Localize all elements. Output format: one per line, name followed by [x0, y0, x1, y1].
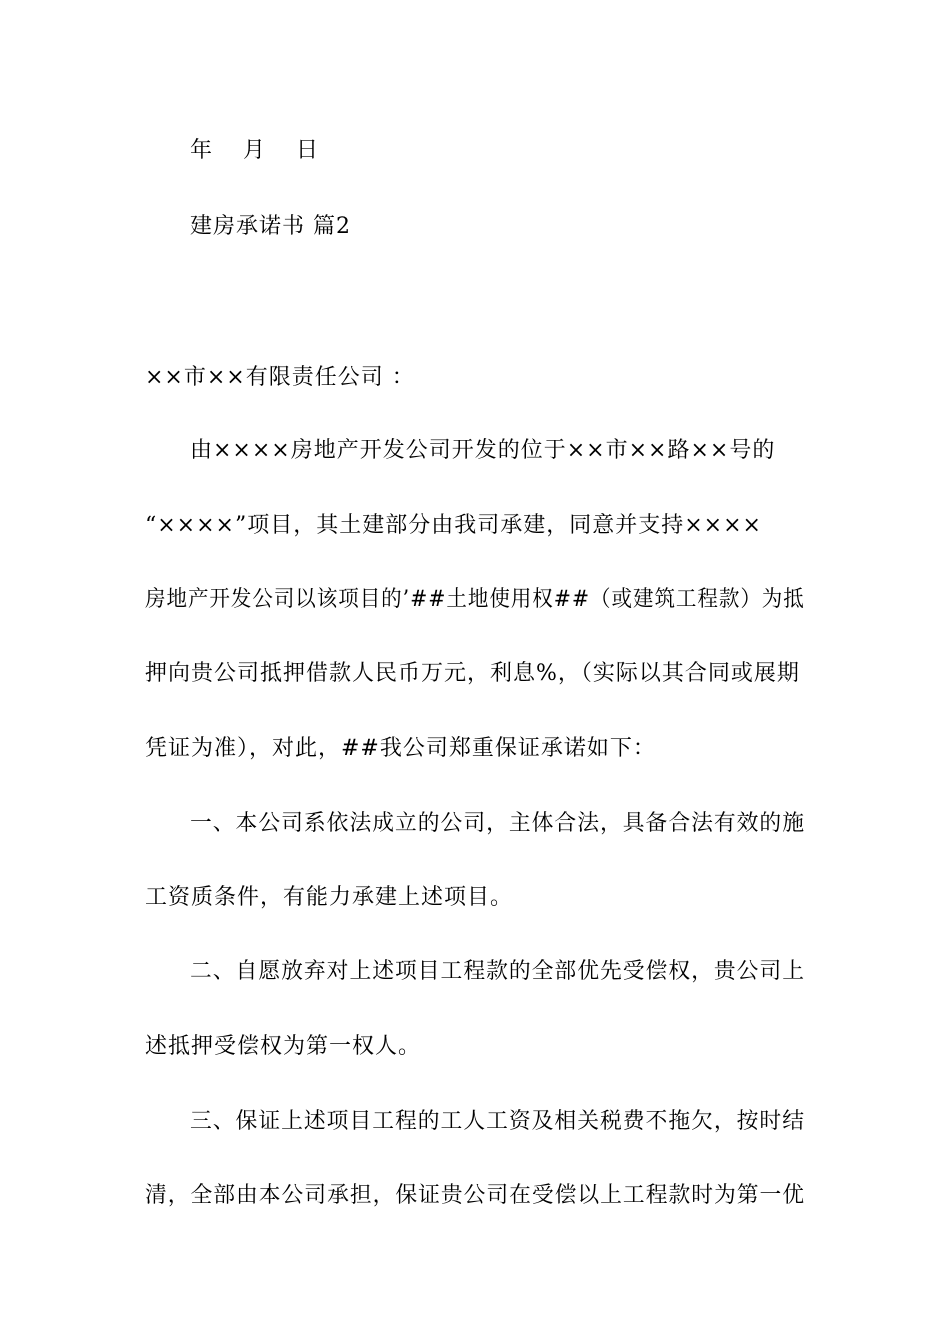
- paragraph-line: 三、保证上述项目工程的工人工资及相关税费不拖欠，按时结: [190, 1109, 805, 1134]
- paragraph-line: 工资质条件，有能力承建上述项目。: [145, 885, 514, 910]
- paragraph-line: 由××××房地产开发公司开发的位于××市××路××号的: [190, 438, 776, 463]
- section-title: 建房承诺书 篇2: [190, 214, 351, 239]
- paragraph-line: 一、本公司系依法成立的公司，主体合法，具备合法有效的施: [190, 811, 805, 836]
- paragraph-line: 押向贵公司抵押借款人民币万元，利息%，（实际以其合同或展期: [145, 661, 800, 686]
- date-day: 日: [296, 138, 320, 163]
- date-year: 年: [190, 138, 214, 163]
- paragraph-line: 房地产开发公司以该项目的’##土地使用权##（或建筑工程款）为抵: [145, 587, 805, 612]
- paragraph-line: 清，全部由本公司承担，保证贵公司在受偿以上工程款时为第一优: [145, 1183, 806, 1208]
- date-line: [190, 138, 319, 164]
- paragraph-line: 二、自愿放弃对上述项目工程款的全部优先受偿权，贵公司上: [190, 959, 805, 984]
- addressee: ××市××有限责任公司 ：: [145, 365, 415, 390]
- paragraph-line: 凭证为准），对此，##我公司郑重保证承诺如下：: [145, 736, 656, 761]
- paragraph-line: “××××”项目，其土建部分由我司承建，同意并支持××××: [145, 513, 762, 538]
- date-month: 月: [243, 138, 267, 163]
- paragraph-line: 述抵押受偿权为第一权人。: [145, 1034, 422, 1059]
